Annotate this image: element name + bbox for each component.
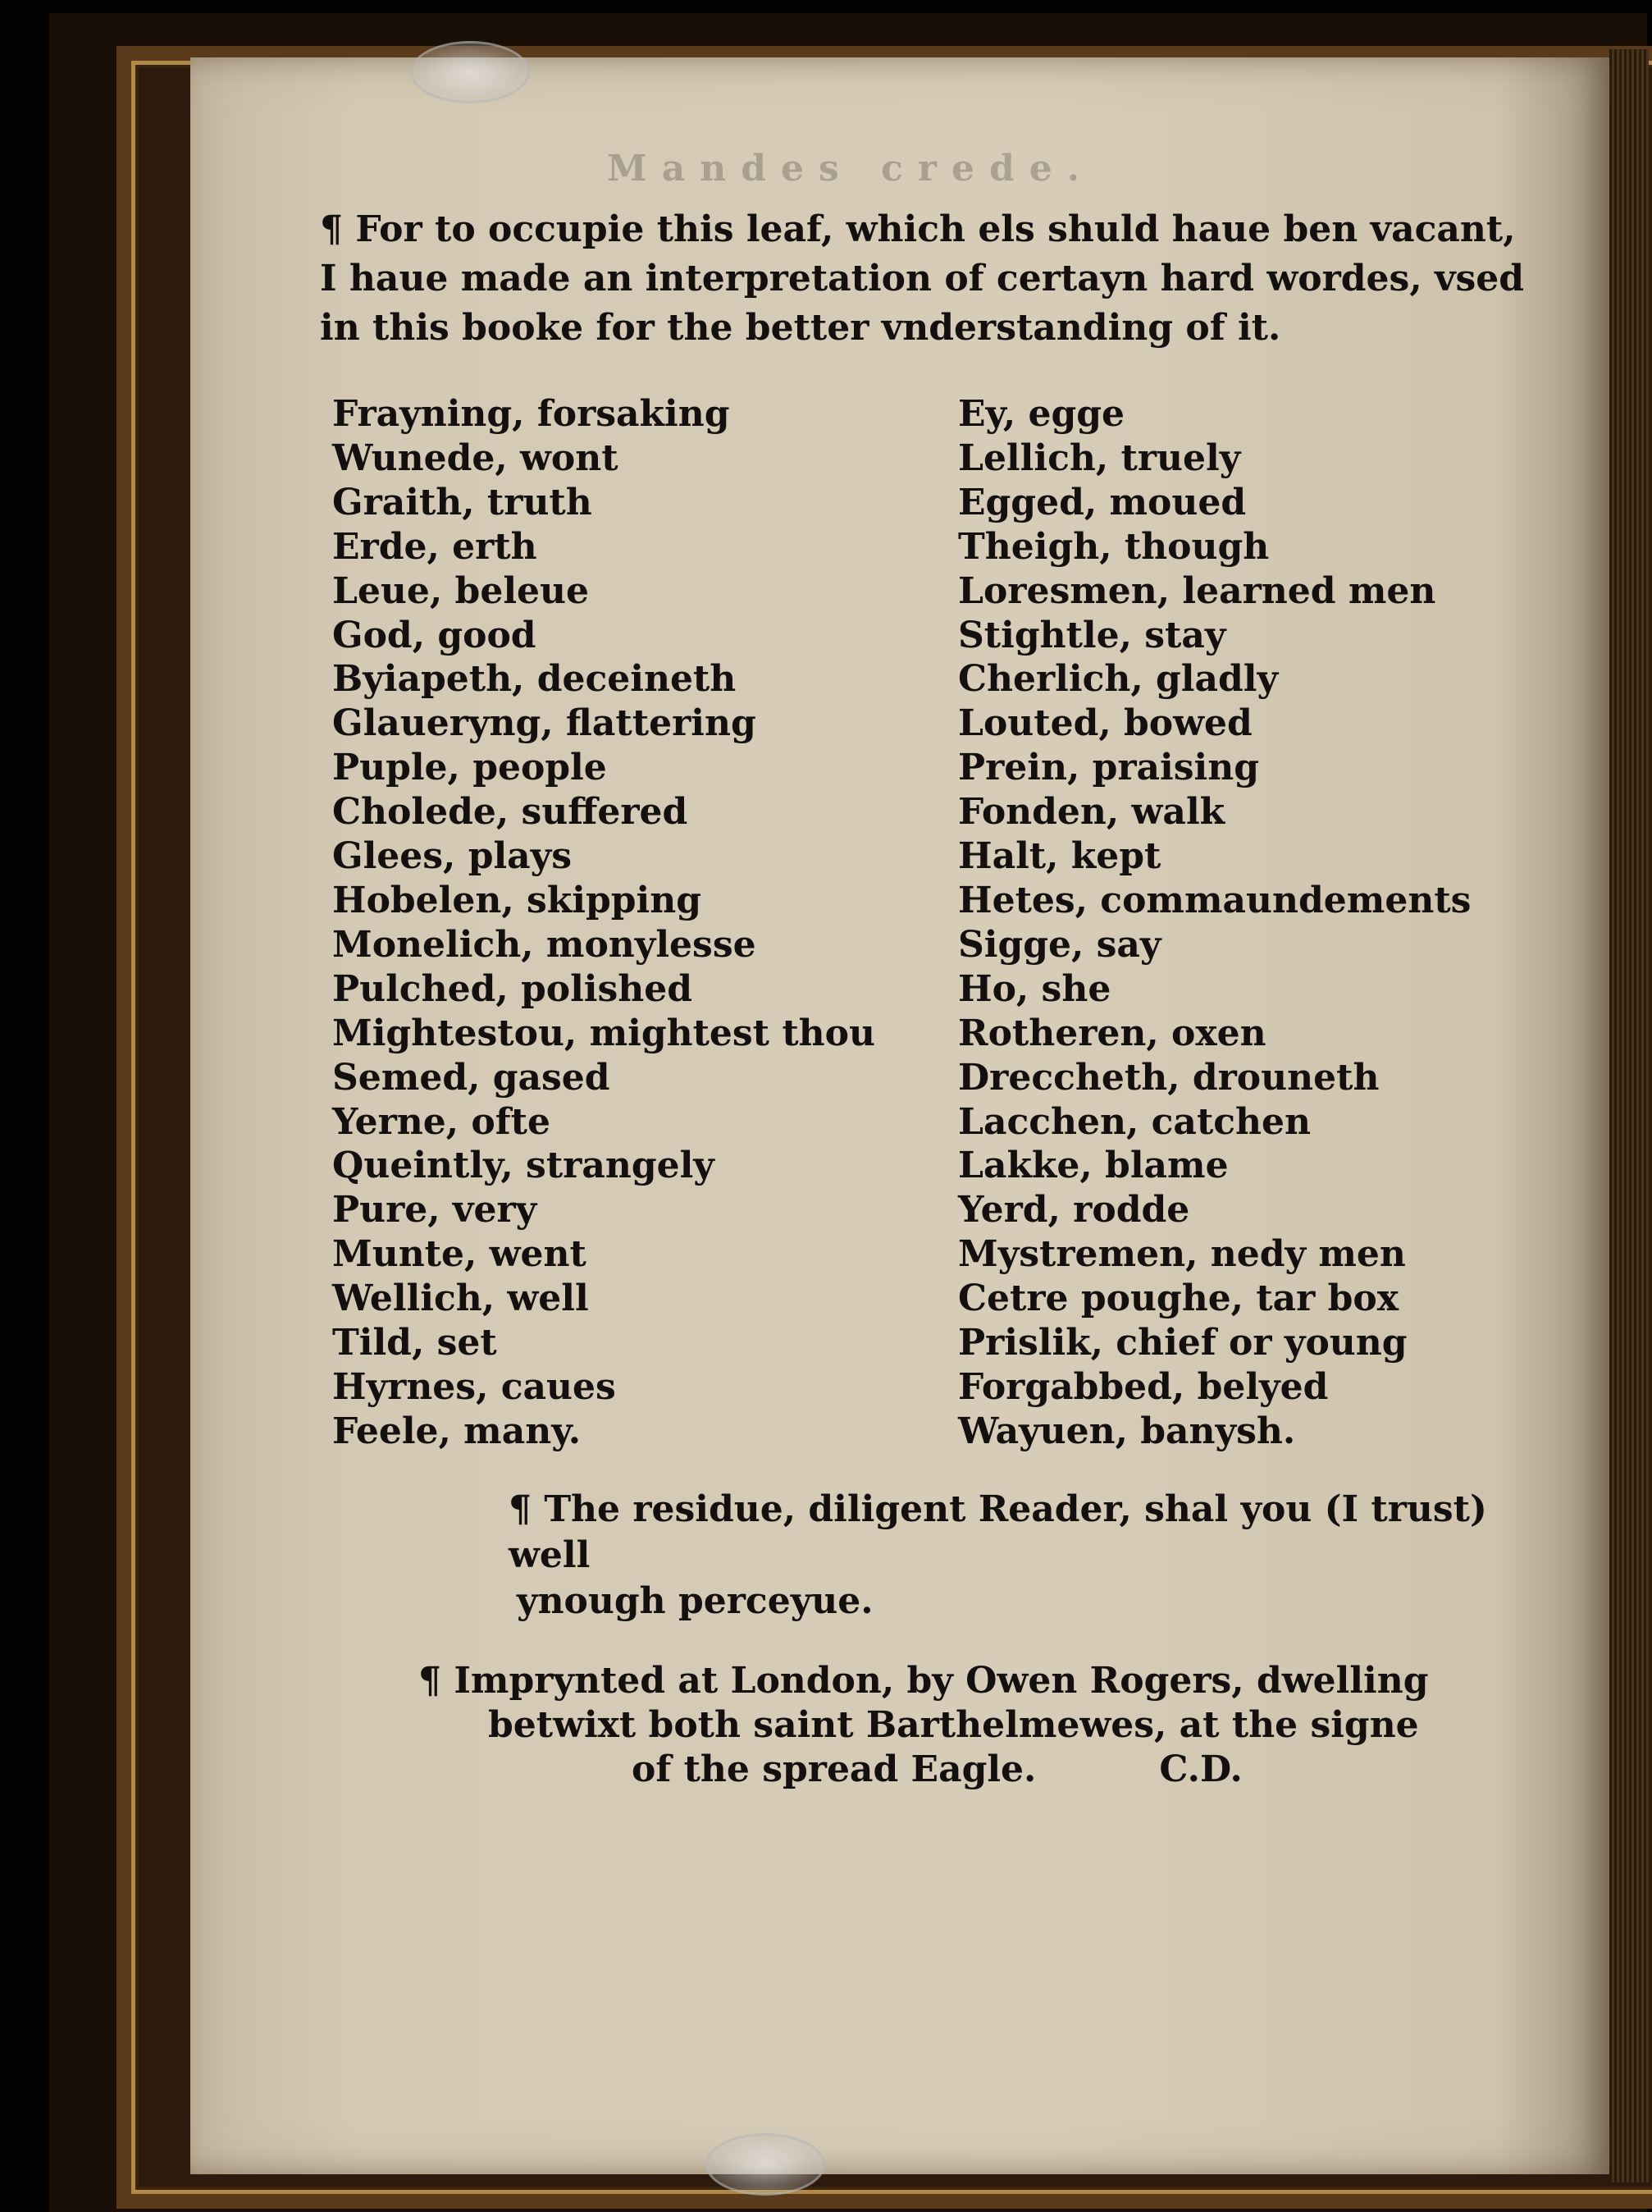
glossary-right-entry: Mystremen, nedy men bbox=[958, 1233, 1406, 1276]
glossary-right-entry: Prislik, chief or young bbox=[958, 1322, 1408, 1364]
glossary-left-entry: Leue, beleue bbox=[332, 569, 590, 612]
glossary-right-entry: Dreccheth, drouneth bbox=[958, 1056, 1380, 1099]
glossary-left-entry: Frayning, forsaking bbox=[332, 393, 730, 435]
glossary-left-column bbox=[332, 392, 875, 1454]
glossary-left-entry: Hobelen, skipping bbox=[332, 879, 701, 921]
glossary-right-entry: Ey, egge bbox=[958, 393, 1125, 435]
glossary-left-entry: Wunede, wont bbox=[332, 436, 618, 479]
glossary-left-entry: Wellich, well bbox=[332, 1277, 589, 1320]
glossary-right-entry: Prein, praising bbox=[958, 747, 1260, 789]
glossary-left-entry: Tild, set bbox=[332, 1322, 497, 1364]
glossary-right-entry: Lellich, truely bbox=[958, 436, 1241, 479]
colophon-imprint bbox=[418, 1659, 1485, 1792]
signature-mark: C.D. bbox=[1159, 1748, 1243, 1790]
glossary-right-entry: Wayuen, banysh. bbox=[958, 1410, 1296, 1452]
glossary-right-entry: Stightle, stay bbox=[958, 614, 1226, 656]
glossary-left-entry: Puple, people bbox=[332, 747, 607, 789]
glossary-right-entry: Louted, bowed bbox=[958, 702, 1253, 745]
glossary-left-entry: Pure, very bbox=[332, 1189, 537, 1232]
glossary-left-entry: Semed, gased bbox=[332, 1056, 610, 1099]
glossary-right-entry: Cetre poughe, tar box bbox=[958, 1277, 1399, 1320]
glossary-left-entry: Cholede, suffered bbox=[332, 791, 688, 834]
glossary-right-entry: Lakke, blame bbox=[958, 1145, 1229, 1187]
glossary-right-entry: Theigh, though bbox=[958, 525, 1270, 568]
glossary-right-entry: Loresmen, learned men bbox=[958, 569, 1436, 612]
imprint-line-2: betwixt both saint Barthelmewes, at the signe bbox=[488, 1704, 1419, 1746]
glossary-left-entry: Byiapeth, deceineth bbox=[332, 658, 737, 701]
glossary-right-entry: Ho, she bbox=[958, 967, 1111, 1010]
residue-line-1: ¶ The residue, diligent Reader, shal you (I trust) well bbox=[509, 1488, 1487, 1576]
glossary-right-entry: Lacchen, catchen bbox=[958, 1100, 1312, 1143]
glossary-left-entry: Queintly, strangely bbox=[332, 1145, 714, 1187]
imprint-line-1: ¶ Imprynted at London, by Owen Rogers, dwelling bbox=[418, 1660, 1429, 1702]
page-clip-bottom bbox=[705, 2133, 825, 2196]
page-clip-top bbox=[410, 41, 530, 103]
imprint-line-3-wrap bbox=[418, 1748, 1485, 1792]
glossary-left-entry: Graith, truth bbox=[332, 481, 592, 523]
glossary-left-entry: Mightestou, mightest thou bbox=[332, 1012, 875, 1054]
glossary-right-entry: Forgabbed, belyed bbox=[958, 1365, 1329, 1408]
imprint-line-3: of the spread Eagle. bbox=[632, 1748, 1037, 1790]
residue-note bbox=[509, 1487, 1550, 1625]
glossary-right-entry: Yerd, rodde bbox=[958, 1189, 1190, 1232]
glossary-right-entry: Cherlich, gladly bbox=[958, 658, 1279, 701]
glossary-right-entry: Egged, moued bbox=[958, 481, 1247, 523]
glossary-left-entry: Yerne, ofte bbox=[332, 1100, 550, 1143]
glossary-left-entry: Feele, many. bbox=[332, 1410, 582, 1452]
glossary-left-entry: Glaueryng, flattering bbox=[332, 702, 756, 745]
glossary-right-entry: Sigge, say bbox=[958, 923, 1161, 966]
glossary-right-column bbox=[958, 392, 1471, 1454]
glossary-left-entry: God, good bbox=[332, 614, 536, 656]
glossary-right-entry: Hetes, commaundements bbox=[958, 879, 1472, 921]
glossary-left-entry: Glees, plays bbox=[332, 835, 573, 878]
intro-paragraph: ¶ For to occupie this leaf, which els shuld haue ben vacant, I haue made an interpretation of certayn hard wordes, vsed in this booke for the better vnderstanding of it. bbox=[320, 208, 1525, 349]
running-head: Mandes crede. bbox=[607, 148, 1095, 190]
glossary-left-entry: Erde, erth bbox=[332, 525, 537, 568]
glossary-right-entry: Fonden, walk bbox=[958, 791, 1225, 834]
glossary-left-entry: Munte, went bbox=[332, 1233, 586, 1276]
glossary-right-entry: Halt, kept bbox=[958, 835, 1161, 878]
page-edges bbox=[1609, 49, 1649, 2182]
residue-line-2: ynough perceyue. bbox=[517, 1580, 874, 1622]
glossary-left-entry: Monelich, monylesse bbox=[332, 923, 756, 966]
glossary-left-entry: Pulched, polished bbox=[332, 967, 693, 1010]
glossary-right-entry: Rotheren, oxen bbox=[958, 1012, 1266, 1054]
glossary-left-entry: Hyrnes, caues bbox=[332, 1365, 616, 1408]
